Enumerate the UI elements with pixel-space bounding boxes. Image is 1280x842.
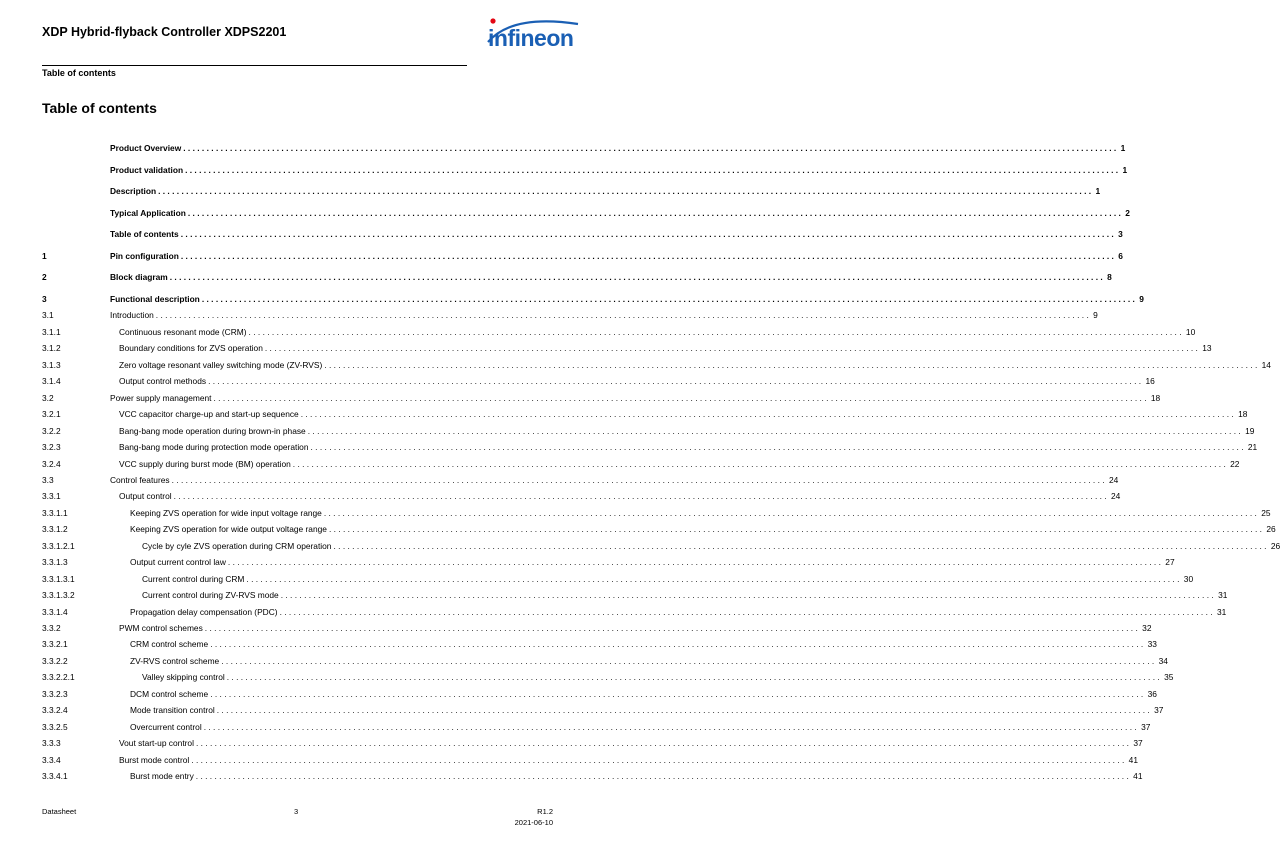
toc-entry-page: 37 bbox=[1133, 738, 1143, 749]
toc-leader-dots: ........................................................................................................................................................................................................ bbox=[279, 606, 1215, 617]
toc-entry[interactable] bbox=[42, 769, 1143, 783]
toc-entry[interactable] bbox=[42, 391, 1161, 405]
toc-entry-page: 22 bbox=[1230, 458, 1240, 469]
toc-entry-page: 25 bbox=[1261, 507, 1271, 518]
toc-entry[interactable] bbox=[42, 605, 1227, 619]
toc-entry-number: 3.3.2.2 bbox=[42, 655, 68, 666]
toc-entry-number: 2 bbox=[42, 272, 47, 282]
logo-text: infineon bbox=[488, 25, 574, 51]
toc-entry-page: 33 bbox=[1147, 639, 1157, 650]
toc-entry[interactable] bbox=[42, 270, 1112, 284]
toc-entry-page: 1 bbox=[1120, 143, 1126, 153]
toc-entry-title: Output control methods bbox=[119, 376, 207, 387]
toc-leader-dots: ........................................................................................................................................................................................................ bbox=[204, 623, 1141, 633]
toc-entry[interactable] bbox=[42, 539, 1280, 553]
toc-entry[interactable] bbox=[42, 506, 1271, 520]
toc-entry[interactable] bbox=[42, 341, 1212, 355]
toc-leader-dots: ........................................................................................................................................................................................................ bbox=[180, 251, 1117, 261]
toc-entry-page: 24 bbox=[1108, 474, 1119, 485]
toc-entry-title: Description bbox=[110, 186, 157, 196]
toc-entry-page: 14 bbox=[1261, 359, 1271, 370]
toc-leader-dots: ........................................................................................................................................................................................................ bbox=[324, 359, 1260, 370]
toc-entry-title: Output current control law bbox=[130, 557, 226, 568]
toc-entry-title: Current control during ZV-RVS mode bbox=[142, 590, 279, 601]
toc-leader-dots: ........................................................................................................................................................................................................ bbox=[195, 771, 1132, 782]
toc-entry[interactable] bbox=[42, 292, 1144, 306]
toc-entry-page: 8 bbox=[1107, 272, 1112, 282]
toc-entry[interactable] bbox=[42, 588, 1228, 602]
toc-entry-title: Bang-bang mode during protection mode operation bbox=[119, 442, 309, 453]
toc-leader-dots: ........................................................................................................................................................................................................ bbox=[264, 343, 1201, 354]
toc-leader-dots: ........................................................................................................................................................................................................ bbox=[226, 672, 1163, 683]
toc-leader-dots: ........................................................................................................................................................................................................ bbox=[155, 310, 1092, 321]
toc-entry-page: 16 bbox=[1145, 376, 1155, 387]
toc-entry-page: 21 bbox=[1247, 442, 1258, 453]
toc-entry-title: CRM control scheme bbox=[130, 639, 209, 650]
toc-entry[interactable] bbox=[42, 358, 1271, 372]
toc-leader-dots: ........................................................................................................................................................................................................ bbox=[180, 229, 1117, 239]
toc-leader-dots: ........................................................................................................................................................................................................ bbox=[213, 392, 1149, 403]
toc-entry-number: 3.2 bbox=[42, 392, 54, 403]
toc-entry-number: 3.3.2 bbox=[42, 623, 61, 633]
toc-leader-dots: ........................................................................................................................................................................................................ bbox=[307, 425, 1244, 436]
toc-entry[interactable] bbox=[42, 703, 1164, 717]
toc-entry[interactable] bbox=[42, 687, 1157, 701]
toc-entry-page: 32 bbox=[1142, 623, 1152, 633]
toc-entry-title: Cycle by cyle ZVS operation during CRM operation bbox=[142, 540, 332, 551]
toc-entry-page: 31 bbox=[1218, 590, 1228, 601]
toc-leader-dots: ........................................................................................................................................................................................................ bbox=[310, 442, 1246, 453]
toc-leader-dots: ........................................................................................................................................................................................................ bbox=[210, 639, 1146, 650]
toc-entry-number: 3.3.1.4 bbox=[42, 606, 68, 617]
toc-entry-number: 3.3.2.2.1 bbox=[42, 672, 75, 683]
toc-leader-dots: ........................................................................................................................................................................................................ bbox=[203, 721, 1140, 732]
toc-entry-number: 3.1.3 bbox=[42, 359, 61, 370]
toc-entry[interactable] bbox=[42, 325, 1196, 339]
toc-entry[interactable] bbox=[42, 407, 1248, 421]
toc-entry-title: Burst mode entry bbox=[130, 771, 194, 782]
toc-leader-dots: ........................................................................................................................................................................................................ bbox=[333, 540, 1269, 551]
toc-entry[interactable] bbox=[42, 736, 1143, 750]
toc-entry-number: 3.3.2.4 bbox=[42, 705, 68, 716]
toc-entry[interactable] bbox=[42, 141, 1126, 155]
toc-entry-title: Bang-bang mode operation during brown-in phase bbox=[119, 425, 306, 436]
toc-entry-page: 1 bbox=[1095, 186, 1101, 196]
toc-entry[interactable] bbox=[42, 249, 1123, 263]
toc-entry[interactable] bbox=[42, 720, 1151, 734]
toc-entry[interactable] bbox=[42, 424, 1255, 438]
toc-entry-number: 3.1.2 bbox=[42, 343, 61, 354]
footer-page-number: 3 bbox=[294, 807, 299, 816]
toc-entry-page: 30 bbox=[1183, 573, 1194, 584]
footer-date: 2021-06-10 bbox=[514, 818, 553, 827]
toc-leader-dots: ........................................................................................................................................................................................................ bbox=[248, 326, 1184, 337]
toc-entry-number: 3.3.3 bbox=[42, 738, 61, 749]
toc-leader-dots: ........................................................................................................................................................................................................ bbox=[280, 590, 1217, 601]
header-title: XDP Hybrid-flyback Controller XDPS2201 bbox=[42, 25, 287, 39]
toc-entry-page: 10 bbox=[1185, 326, 1196, 337]
toc-leader-dots: ........................................................................................................................................................................................................ bbox=[221, 655, 1157, 666]
toc-entry-page: 37 bbox=[1141, 721, 1151, 732]
toc-entry-number: 3.2.3 bbox=[42, 442, 61, 453]
toc-entry-number: 3.3.2.3 bbox=[42, 688, 68, 699]
toc-entry[interactable] bbox=[42, 572, 1194, 586]
toc-entry-page: 26 bbox=[1270, 540, 1280, 551]
toc-leader-dots: ........................................................................................................................................................................................................ bbox=[169, 272, 1106, 282]
toc-entry-number: 3.3.1.3 bbox=[42, 557, 68, 568]
toc-leader-dots: ........................................................................................................................................................................................................ bbox=[183, 143, 1119, 153]
toc-entry-number: 3.3.1.2.1 bbox=[42, 540, 75, 551]
toc-leader-dots: ........................................................................................................................................................................................................ bbox=[187, 208, 1124, 218]
toc-entry-page: 3 bbox=[1118, 229, 1123, 239]
toc-leader-dots: ........................................................................................................................................................................................................ bbox=[208, 376, 1144, 387]
toc-entry[interactable] bbox=[42, 206, 1130, 220]
toc-entry-number: 3.3.1.2 bbox=[42, 524, 68, 535]
toc-entry-number: 3.3.1.3.2 bbox=[42, 590, 75, 601]
toc-leader-dots: ........................................................................................................................................................................................................ bbox=[227, 557, 1164, 568]
toc-entry-number: 3.3.4 bbox=[42, 754, 61, 765]
footer-revision: R1.2 bbox=[537, 807, 553, 816]
toc-entry-page: 41 bbox=[1133, 771, 1143, 782]
toc-leader-dots: ........................................................................................................................................................................................................ bbox=[195, 738, 1132, 749]
header-rule bbox=[42, 65, 467, 66]
toc-leader-dots: ........................................................................................................................................................................................................ bbox=[210, 688, 1146, 699]
toc-entry-page: 26 bbox=[1266, 524, 1276, 535]
toc-entry-number: 3.1.4 bbox=[42, 376, 61, 387]
toc-entry-page: 34 bbox=[1158, 655, 1168, 666]
toc-entry-title: VCC capacitor charge-up and start-up sequence bbox=[119, 409, 299, 420]
toc-entry-page: 31 bbox=[1216, 606, 1227, 617]
toc-entry-title: Propagation delay compensation (PDC) bbox=[130, 606, 278, 617]
toc-entry-title: Typical Application bbox=[110, 208, 186, 218]
toc-entry-title: Product Overview bbox=[110, 143, 182, 153]
toc-leader-dots: ........................................................................................................................................................................................................ bbox=[173, 491, 1109, 502]
toc-entry-title: Boundary conditions for ZVS operation bbox=[119, 343, 263, 354]
toc-entry-page: 35 bbox=[1164, 672, 1174, 683]
toc-leader-dots: ........................................................................................................................................................................................................ bbox=[323, 507, 1260, 518]
toc-entry[interactable] bbox=[42, 227, 1123, 241]
toc-entry-title: Burst mode control bbox=[119, 754, 190, 765]
toc-entry-title: Keeping ZVS operation for wide input voltage range bbox=[130, 507, 322, 518]
toc-entry-title: Overcurrent control bbox=[130, 721, 202, 732]
toc-entry-page: 41 bbox=[1128, 754, 1138, 765]
toc-entry-title: Table of contents bbox=[110, 229, 179, 239]
toc-entry-page: 13 bbox=[1202, 343, 1212, 354]
toc-entry[interactable] bbox=[42, 473, 1119, 487]
toc-entry-title: Valley skipping control bbox=[142, 672, 225, 683]
footer-doc-type: Datasheet bbox=[42, 807, 77, 816]
toc-entry[interactable] bbox=[42, 457, 1240, 471]
toc-leader-dots: ........................................................................................................................................................................................................ bbox=[191, 754, 1127, 765]
toc-entry-title: Zero voltage resonant valley switching mode (ZV-RVS) bbox=[119, 359, 323, 370]
infineon-logo bbox=[482, 12, 584, 62]
toc-entry[interactable] bbox=[42, 621, 1152, 635]
toc-entry-title: Block diagram bbox=[110, 272, 168, 282]
breadcrumb: Table of contents bbox=[42, 68, 116, 78]
toc-leader-dots: ........................................................................................................................................................................................................ bbox=[292, 458, 1229, 469]
toc-entry-title: DCM control scheme bbox=[130, 688, 209, 699]
toc-entry-title: Power supply management bbox=[110, 392, 212, 403]
toc-entry-number: 3.3.2.5 bbox=[42, 721, 68, 732]
toc-entry-title: Continuous resonant mode (CRM) bbox=[119, 326, 247, 337]
toc-entry-page: 9 bbox=[1093, 310, 1098, 321]
toc-entry-title: Functional description bbox=[110, 294, 200, 304]
toc-entry-number: 3.3.2.1 bbox=[42, 639, 68, 650]
toc-leader-dots: ........................................................................................................................................................................................................ bbox=[201, 294, 1138, 304]
toc-entry[interactable] bbox=[42, 308, 1098, 322]
toc-leader-dots: ........................................................................................................................................................................................................ bbox=[300, 409, 1237, 420]
toc-entry-number: 3.3.1 bbox=[42, 491, 61, 502]
toc-entry-page: 37 bbox=[1154, 705, 1164, 716]
toc-entry[interactable] bbox=[42, 670, 1174, 684]
toc-entry-title: ZV-RVS control scheme bbox=[130, 655, 220, 666]
toc-entry-number: 3.3.1.1 bbox=[42, 507, 68, 518]
toc-entry-number: 3.3.1.3.1 bbox=[42, 573, 75, 584]
toc-entry-page: 9 bbox=[1139, 294, 1144, 304]
toc-entry[interactable] bbox=[42, 654, 1168, 668]
toc-entry-page: 36 bbox=[1147, 688, 1157, 699]
toc-entry-number: 1 bbox=[42, 251, 47, 261]
toc-entry[interactable] bbox=[42, 163, 1128, 177]
toc-entry-title: Control features bbox=[110, 474, 170, 485]
toc-entry[interactable] bbox=[42, 440, 1258, 454]
toc-entry[interactable] bbox=[42, 637, 1157, 651]
toc-entry-number: 3.1.1 bbox=[42, 326, 61, 337]
page-title: Table of contents bbox=[42, 100, 157, 116]
toc-leader-dots: ........................................................................................................................................................................................................ bbox=[171, 474, 1107, 485]
toc-entry-number: 3.3 bbox=[42, 474, 54, 485]
toc-entry[interactable] bbox=[42, 184, 1101, 198]
toc-entry-page: 27 bbox=[1165, 557, 1175, 568]
toc-entry-title: Output control bbox=[119, 491, 172, 502]
toc-entry-page: 1 bbox=[1122, 165, 1128, 175]
toc-entry-title: Mode transition control bbox=[130, 705, 215, 716]
toc-entry-number: 3 bbox=[42, 294, 47, 304]
toc-entry-title: VCC supply during burst mode (BM) operation bbox=[119, 458, 291, 469]
toc-entry-page: 24 bbox=[1110, 491, 1121, 502]
toc-leader-dots: ........................................................................................................................................................................................................ bbox=[158, 186, 1094, 196]
toc-entry[interactable] bbox=[42, 753, 1138, 767]
toc-entry-number: 3.2.1 bbox=[42, 409, 61, 420]
toc-entry-number: 3.2.4 bbox=[42, 458, 61, 469]
toc-entry[interactable] bbox=[42, 374, 1155, 388]
toc-leader-dots: ........................................................................................................................................................................................................ bbox=[216, 705, 1153, 716]
toc-entry-title: Pin configuration bbox=[110, 251, 179, 261]
toc-entry-page: 18 bbox=[1238, 409, 1248, 420]
toc-leader-dots: ........................................................................................................................................................................................................ bbox=[328, 524, 1265, 535]
toc-entry-title: Introduction bbox=[110, 310, 154, 321]
toc-entry-page: 6 bbox=[1118, 251, 1123, 261]
toc-entry-page: 19 bbox=[1245, 425, 1255, 436]
toc-entry[interactable] bbox=[42, 522, 1276, 536]
toc-entry-number: 3.2.2 bbox=[42, 425, 61, 436]
toc-entry-title: Product validation bbox=[110, 165, 184, 175]
toc-entry-title: Vout start-up control bbox=[119, 738, 194, 749]
toc-entry-number: 3.1 bbox=[42, 310, 54, 321]
toc-entry-title: Keeping ZVS operation for wide output voltage range bbox=[130, 524, 327, 535]
toc-entry-title: Current control during CRM bbox=[142, 573, 245, 584]
toc-entry-number: 3.3.4.1 bbox=[42, 771, 68, 782]
toc-entry-title: PWM control schemes bbox=[119, 623, 203, 633]
toc-entry[interactable] bbox=[42, 555, 1175, 569]
toc-entry-page: 2 bbox=[1125, 208, 1130, 218]
toc-entry-page: 18 bbox=[1150, 392, 1161, 403]
toc-leader-dots: ........................................................................................................................................................................................................ bbox=[246, 573, 1182, 584]
toc-leader-dots: ........................................................................................................................................................................................................ bbox=[185, 165, 1121, 175]
toc-entry[interactable] bbox=[42, 489, 1121, 503]
